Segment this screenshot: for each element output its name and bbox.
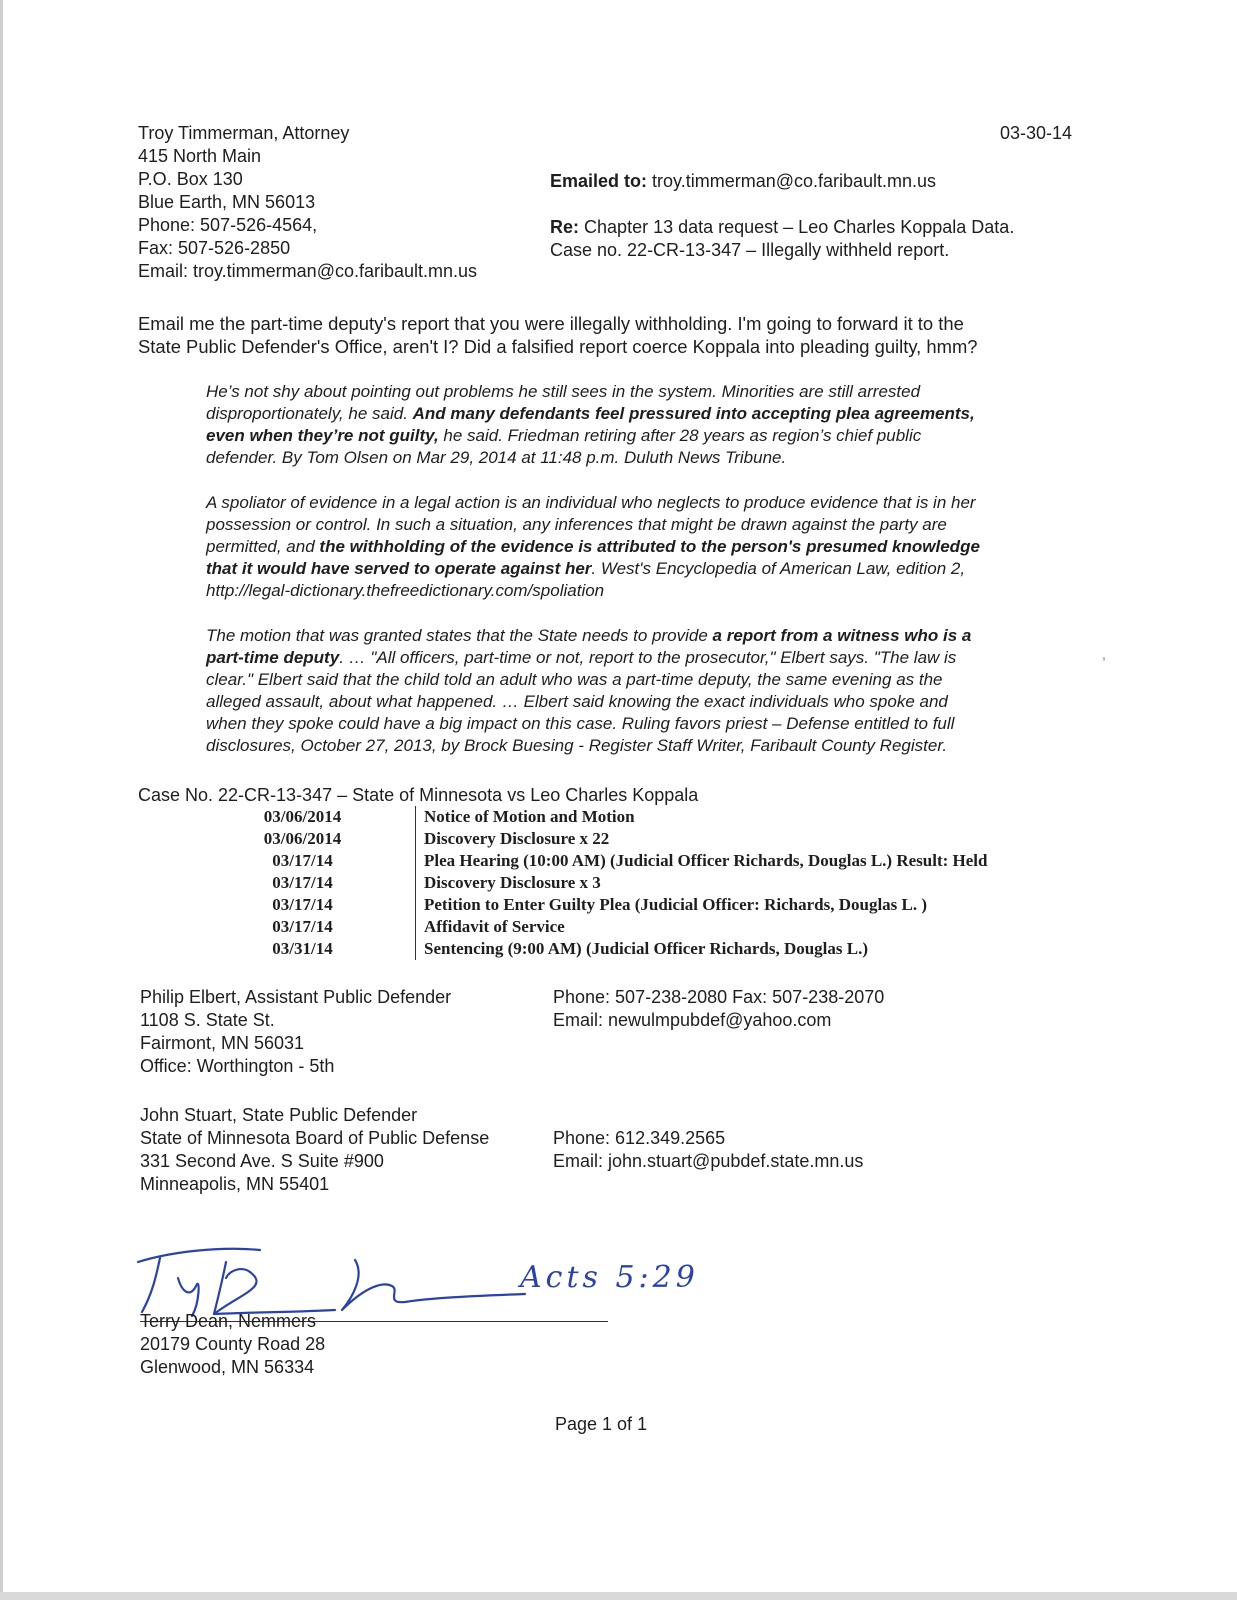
sender-name: Terry Dean, Nemmers [140, 1311, 317, 1331]
subject-line [550, 216, 1014, 262]
docket-table [190, 806, 987, 960]
sender-line: 20179 County Road 28 [140, 1334, 326, 1354]
recipient-line: Phone: 507-526-4564, [138, 215, 318, 235]
page-number: Page 1 of 1 [555, 1414, 648, 1434]
re-line-1: Chapter 13 data request – Leo Charles Koppala Data. [584, 217, 1015, 237]
docket-date: 03/17/14 [190, 894, 416, 916]
docket-row [190, 806, 987, 828]
sender-address [140, 1310, 325, 1379]
quote-line: clear." Elbert said that the child told an adult who was a part-time deputy, the same evening as the [206, 670, 943, 689]
intro-line: State Public Defender's Office, aren't I? Did a falsified report coerce Koppala into pleading guilty, hmm? [138, 336, 978, 357]
quote-line: alleged assault, about what happened. … Elbert said knowing the exact individuals who spoke and [206, 692, 948, 711]
docket-title: Case No. 22-CR-13-347 – State of Minnesota vs Leo Charles Koppala [138, 785, 699, 805]
intro-line: Email me the part-time deputy's report that you were illegally withholding. I'm going to forward it to the [138, 313, 964, 334]
docket-date: 03/06/2014 [190, 828, 416, 850]
docket-event: Plea Hearing (10:00 AM) (Judicial Officer Richards, Douglas L.) Result: Held [424, 851, 988, 870]
docket-row [190, 894, 987, 916]
cc-line: 331 Second Ave. S Suite #900 [140, 1151, 384, 1171]
cc-line: 1108 S. State St. [140, 1010, 275, 1030]
sender-line: Glenwood, MN 56334 [140, 1357, 315, 1377]
quote-emphasis: And many defendants feel pressured into accepting plea agreements, [412, 404, 975, 423]
recipient-line: 415 North Main [138, 146, 262, 166]
signature-note: Acts 5:29 [520, 1260, 699, 1295]
re-line-2: Case no. 22-CR-13-347 – Illegally withheld report. [550, 240, 950, 260]
docket-date: 03/17/14 [190, 916, 416, 938]
recipient-line: P.O. Box 130 [138, 169, 243, 189]
scan-edge [0, 0, 3, 1600]
docket-event: Sentencing (9:00 AM) (Judicial Officer Richards, Douglas L.) [424, 939, 869, 958]
cc-line: John Stuart, State Public Defender [140, 1105, 418, 1125]
quote-emphasis: a report from a witness who is a [712, 626, 972, 645]
recipient-line: Email: troy.timmerman@co.faribault.mn.us [138, 261, 478, 281]
re-label: Re: [550, 217, 580, 237]
cc-line: Office: Worthington - 5th [140, 1056, 335, 1076]
docket-event: Discovery Disclosure x 22 [424, 829, 610, 848]
quote-text: permitted, and [206, 537, 320, 556]
cc-phone: Phone: 507-238-2080 Fax: 507-238-2070 [553, 987, 885, 1007]
quote-text: disproportionately, he said. [206, 404, 413, 423]
quote-line: defender. By Tom Olsen on Mar 29, 2014 at 11:48 p.m. Duluth News Tribune. [206, 448, 787, 467]
docket-date: 03/31/14 [190, 938, 416, 960]
quote-line: disclosures, October 27, 2013, by Brock Buesing - Register Staff Writer, Faribault County Register. [206, 736, 948, 755]
quote-text: . West's Encyclopedia of American Law, edition 2, [591, 559, 966, 578]
quote-line [206, 558, 1096, 580]
docket-row [190, 850, 987, 872]
intro-paragraph [138, 312, 1078, 358]
emailed-to-address: troy.timmerman@co.faribault.mn.us [652, 171, 937, 191]
quote-line: A spoliator of evidence in a legal action is an individual who neglects to produce evidence that is in her [206, 493, 976, 512]
docket-date: 03/17/14 [190, 872, 416, 894]
cc-line: State of Minnesota Board of Public Defense [140, 1128, 490, 1148]
cc-line: Philip Elbert, Assistant Public Defender [140, 987, 452, 1007]
handwritten-signature [130, 1232, 530, 1322]
docket-event: Petition to Enter Guilty Plea (Judicial Officer: Richards, Douglas L. ) [424, 895, 928, 914]
quote-line [206, 536, 1096, 558]
quote-line [206, 403, 1096, 425]
quote-encyclopedia [206, 492, 1096, 602]
cc-email: Email: newulmpubdef@yahoo.com [553, 1010, 832, 1030]
quote-line [206, 425, 1096, 447]
recipient-address [138, 122, 477, 283]
quote-line: He’s not shy about pointing out problems he still sees in the system. Minorities are still arrested [206, 382, 921, 401]
cc-line: Fairmont, MN 56031 [140, 1033, 305, 1053]
quote-emphasis: the withholding of the evidence is attributed to the person's presumed knowledge [319, 537, 980, 556]
quote-emphasis: even when they’re not guilty, [206, 426, 439, 445]
quote-line [206, 625, 1096, 647]
cc-phone: Phone: 612.349.2565 [553, 1128, 726, 1148]
emailed-to-label: Emailed to: [550, 171, 648, 191]
docket-row [190, 872, 987, 894]
cc-stuart-address [140, 1104, 489, 1196]
letter-date: 03-30-14 [1000, 123, 1073, 143]
docket-row [190, 938, 987, 960]
cc-stuart-contact [553, 1127, 863, 1173]
quote-emphasis: part-time deputy [206, 648, 340, 667]
quote-text: The motion that was granted states that the State needs to provide [206, 626, 713, 645]
emailed-to [550, 170, 936, 193]
docket-event: Notice of Motion and Motion [424, 807, 635, 826]
docket-event: Discovery Disclosure x 3 [424, 873, 601, 892]
quote-url: http://legal-dictionary.thefreedictionary.com/spoliation [206, 581, 605, 600]
quote-text: he said. Friedman retiring after 28 years as region’s chief public [438, 426, 922, 445]
quote-faribault-register [206, 625, 1096, 757]
cc-elbert-address [140, 986, 451, 1078]
stray-mark: , [1102, 646, 1106, 662]
scan-edge-bottom [0, 1592, 1237, 1600]
cc-line: Minneapolis, MN 55401 [140, 1174, 330, 1194]
docket-date: 03/06/2014 [190, 806, 416, 828]
quote-line: when they spoke could have a big impact on this case. Ruling favors priest – Defense entitled to full [206, 714, 955, 733]
recipient-line: Fax: 507-526-2850 [138, 238, 291, 258]
cc-elbert-contact [553, 986, 884, 1032]
docket-row [190, 828, 987, 850]
recipient-line: Blue Earth, MN 56013 [138, 192, 316, 212]
quote-duluth-news-tribune [206, 381, 1096, 469]
docket-row [190, 916, 987, 938]
recipient-line: Troy Timmerman, Attorney [138, 123, 350, 143]
quote-line [206, 647, 1096, 669]
docket-date: 03/17/14 [190, 850, 416, 872]
quote-text: . … "All officers, part-time or not, report to the prosecutor," Elbert says. "The law is [339, 648, 957, 667]
quote-line: possession or control. In such a situation, any inferences that might be drawn against the party are [206, 515, 947, 534]
quote-emphasis: that it would have served to operate against her [206, 559, 592, 578]
cc-email: Email: john.stuart@pubdef.state.mn.us [553, 1151, 864, 1171]
docket-event: Affidavit of Service [424, 917, 565, 936]
